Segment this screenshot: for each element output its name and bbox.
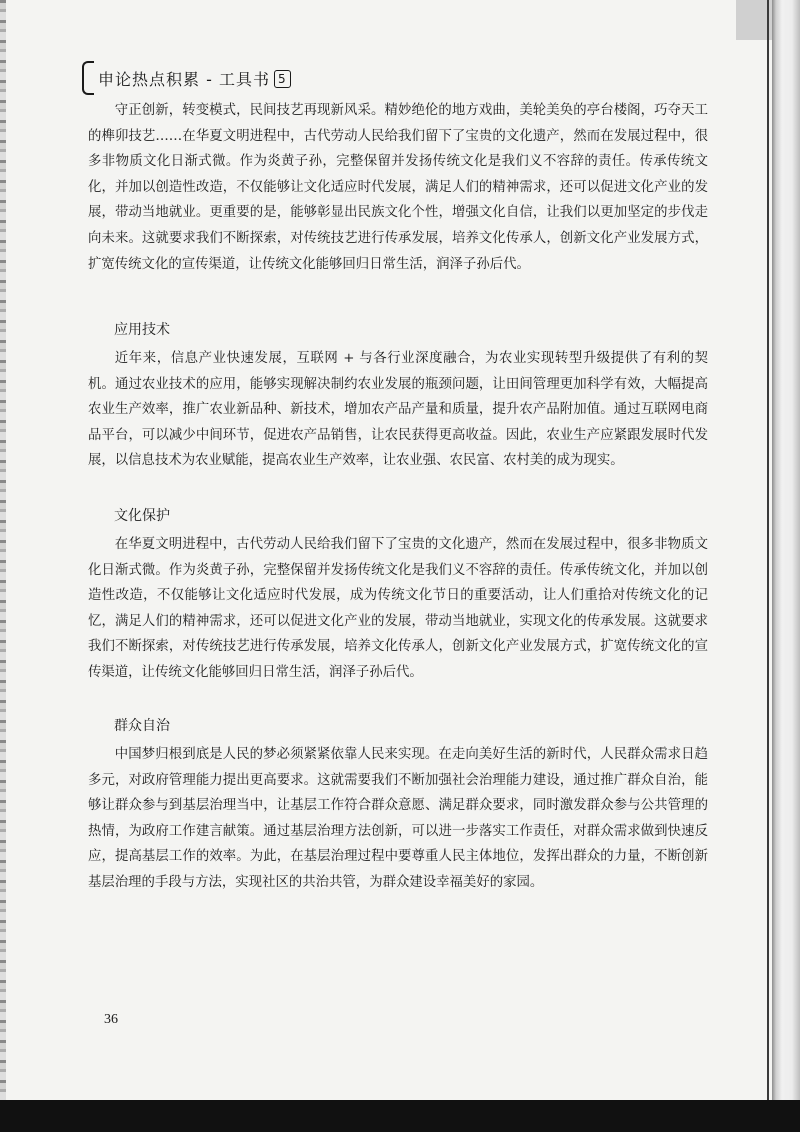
section-applied-technology bbox=[88, 318, 708, 474]
section-paragraph: 在华夏文明进程中，古代劳动人民给我们留下了宝贵的文化遗产，然而在发展过程中，很多非物质文化日渐式微。作为炎黄子孙，完整保留并发扬传统文化是我们义不容辞的责任。传承传统文化，并加以创造性改造，不仅能够让文化适应时代发展，成为传统文化节日的重要活动，让人们重拾对传统文化的记忆，满足人们的精神需求，还可以促进文化产业的发展，带动当地就业，实现文化的传承发展。这就要求我们不断探索，对传统技艺进行传承发展，培养文化传承人，创新文化产业发展方式，扩宽传统文化的宣传渠道，让传统文化能够回归日常生活，润泽子孙后代。 bbox=[88, 537, 708, 680]
intro-paragraph: 守正创新，转变模式，民间技艺再现新风采。精妙绝伦的地方戏曲，美轮美奂的亭台楼阁，巧夺天工的榫卯技艺……在华夏文明进程中，古代劳动人民给我们留下了宝贵的文化遗产，然而在发展过程中，很多非物质文化日渐式微。作为炎黄子孙，完整保留并发扬传统文化是我们义不容辞的责任。传承传统文化，并加以创造性改造，不仅能够让文化适应时代发展，满足人们的精神需求，还可以促进文化产业的发展，带动当地就业。更重要的是，能够彰显出民族文化个性，增强文化自信，让我们以更加坚定的步伐走向未来。这就要求我们不断探索，对传统技艺进行传承发展，培养文化传承人，创新文化产业发展方式，扩宽传统文化的宣传渠道，让传统文化能够回归日常生活，润泽子孙后代。 bbox=[88, 103, 708, 272]
section-paragraph: 中国梦归根到底是人民的梦必须紧紧依靠人民来实现。在走向美好生活的新时代，人民群众需求日趋多元，对政府管理能力提出更高要求。这就需要我们不断加强社会治理能力建设，通过推广群众自治，能够让群众参与到基层治理当中，让基层工作符合群众意愿、满足群众要求，同时激发群众参与公共管理的热情，为政府工作建言献策。通过基层治理方法创新，可以进一步落实工作责任，对群众需求做到快速反应，提高基层工作的效率。为此，在基层治理过程中要尊重人民主体地位，发挥出群众的力量，不断创新基层治理的手段与方法，实现社区的共治共管，为群众建设幸福美好的家园。 bbox=[88, 747, 708, 890]
header-title: 申论热点积累 - 工具书 bbox=[98, 69, 270, 89]
section-culture-protection bbox=[88, 504, 708, 686]
section-mass-self-governance bbox=[88, 714, 708, 896]
scan-left-edge bbox=[0, 0, 6, 1100]
section-heading: 文化保护 bbox=[114, 508, 170, 524]
header-badge-number: 5 bbox=[274, 70, 291, 88]
section-heading: 群众自治 bbox=[114, 718, 170, 734]
page-number: 36 bbox=[104, 1012, 118, 1027]
header-badge bbox=[270, 68, 291, 88]
section-paragraph: 近年来，信息产业快速发展，互联网 + 与各行业深度融合，为农业实现转型升级提供了有利的契机。通过农业技术的应用，能够实现解决制约农业发展的瓶颈问题，让田间管理更加科学有效，大幅提高农业生产效率，推广农业新品种、新技术，增加农产品产量和质量，提升农产品附加值。通过互联网电商品平台，可以减少中间环节，促进农产品销售，让农民获得更高收益。因此，农业生产应紧跟发展时代发展，以信息技术为农业赋能，提高农业生产效率，让农业强、农民富、农村美的成为现实。 bbox=[88, 351, 708, 469]
intro-block bbox=[88, 98, 708, 277]
scan-right-line bbox=[767, 0, 769, 1132]
header-bracket bbox=[82, 61, 94, 95]
scan-bottom-edge bbox=[0, 1100, 800, 1132]
running-header bbox=[82, 64, 291, 92]
scan-right-edge bbox=[772, 0, 800, 1132]
section-heading: 应用技术 bbox=[114, 322, 170, 338]
